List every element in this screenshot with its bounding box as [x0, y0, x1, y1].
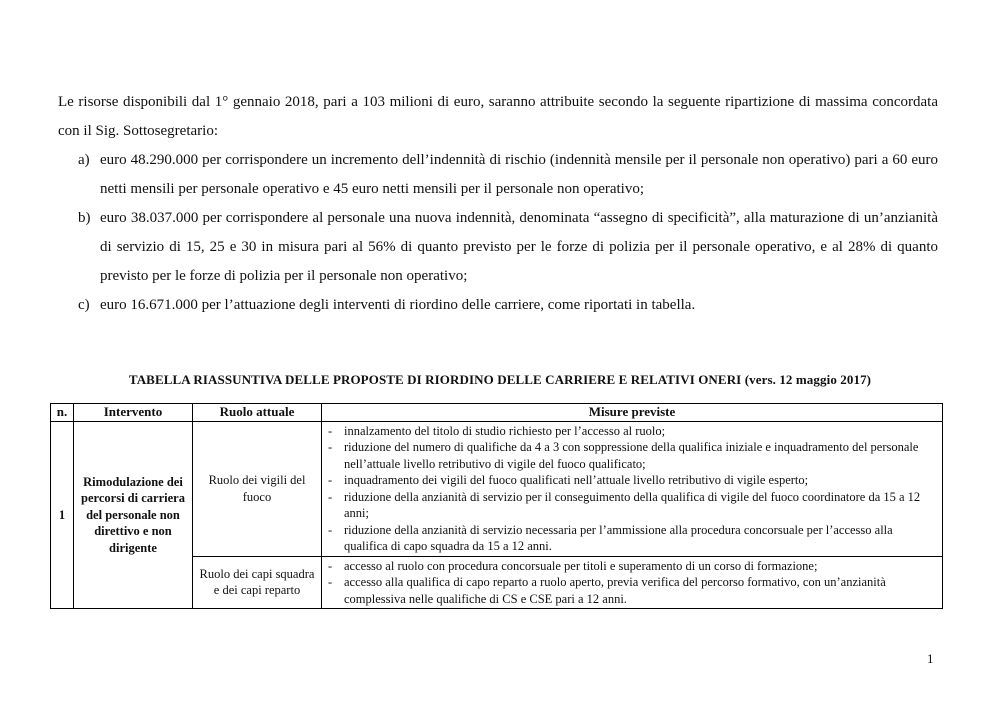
row-number: 1: [51, 421, 74, 609]
misure-item: - accesso alla qualifica di capo reparto a ruolo aperto, previa verifica del percorso formativo, con un’anzianità complessiva nelle qualifiche di CS e CSE pari a 12 anni.: [328, 575, 886, 606]
page-number: 1: [927, 651, 934, 666]
list-item: [78, 146, 938, 204]
misure-item: - riduzione della anzianità di servizio necessaria per l’ammissione alla procedura concorsuale per l’accesso alla qualifica di capo squadra da 15 a 12 anni.: [328, 522, 893, 553]
misure-list: [328, 558, 938, 608]
table-header-row: [51, 404, 943, 422]
intro-text: Le risorse disponibili dal 1° gennaio 2018, pari a 103 milioni di euro, saranno attribuite secondo la seguente ripartizione di massima concordata con il Sig. Sottosegretario:: [58, 94, 938, 139]
misure-item: - accesso al ruolo con procedura concorsuale per titoli e superamento di un corso di formazione;: [328, 558, 818, 573]
list-item-label: c): [78, 297, 90, 313]
list-item: [78, 204, 938, 291]
row-intervento: Rimodulazione dei percorsi di carriera del personale non direttivo e non dirigente: [74, 421, 193, 609]
row-ruolo: Ruolo dei capi squadra e dei capi reparto: [193, 556, 322, 609]
misure-item: - inquadramento dei vigili del fuoco qualificati nell’attuale livello retributivo di vigile esperto;: [328, 473, 809, 487]
table-row: [51, 421, 943, 556]
table-title: [0, 372, 1000, 388]
list-item: [78, 291, 938, 320]
table-title-text: TABELLA RIASSUNTIVA DELLE PROPOSTE DI RIORDINO DELLE CARRIERE E RELATIVI ONERI: [128, 372, 742, 387]
allocation-list: [78, 146, 938, 320]
summary-table: [50, 403, 943, 609]
row-ruolo: Ruolo dei vigili del fuoco: [193, 421, 322, 556]
table-version: (vers. 12 maggio 2017): [744, 372, 872, 387]
list-item-label: a): [78, 152, 90, 168]
header-intervento: Intervento: [74, 404, 193, 422]
list-item-text: euro 48.290.000 per corrispondere un incremento dell’indennità di rischio (indennità mensile per il personale non operativo) pari a 60 euro netti mensili per personale operativo e 45 euro netti mensili per il personale non operativo;: [100, 152, 938, 197]
list-item-text: euro 16.671.000 per l’attuazione degli interventi di riordino delle carriere, come riportati in tabella.: [100, 297, 696, 313]
row-misure: [322, 556, 943, 609]
intro-paragraph: [58, 88, 938, 146]
row-misure: [322, 421, 943, 556]
header-n: n.: [51, 404, 74, 422]
header-ruolo: Ruolo attuale: [193, 404, 322, 422]
header-misure: Misure previste: [322, 404, 943, 422]
misure-item: - innalzamento del titolo di studio richiesto per l’accesso al ruolo;: [328, 423, 666, 438]
list-item-text: euro 38.037.000 per corrispondere al personale una nuova indennità, denominata “assegno di specificità”, alla maturazione di un’anzianità di servizio di 15, 25 e 30 in misura pari al 56% di quanto previsto per le forze di polizia per il personale operativo, e al 28% di quanto previsto per le forze di polizia per il personale non operativo;: [100, 210, 938, 284]
misure-list: [328, 423, 938, 555]
list-item-label: b): [78, 210, 91, 226]
misure-item: - riduzione della anzianità di servizio per il conseguimento della qualifica di vigile del fuoco coordinatore da 15 a 12 anni;: [328, 489, 921, 520]
misure-item: - riduzione del numero di qualifiche da 4 a 3 con soppressione della qualifica iniziale e inquadramento del personale nell’attuale livello retributivo di vigile del fuoco qualificato;: [328, 440, 919, 471]
